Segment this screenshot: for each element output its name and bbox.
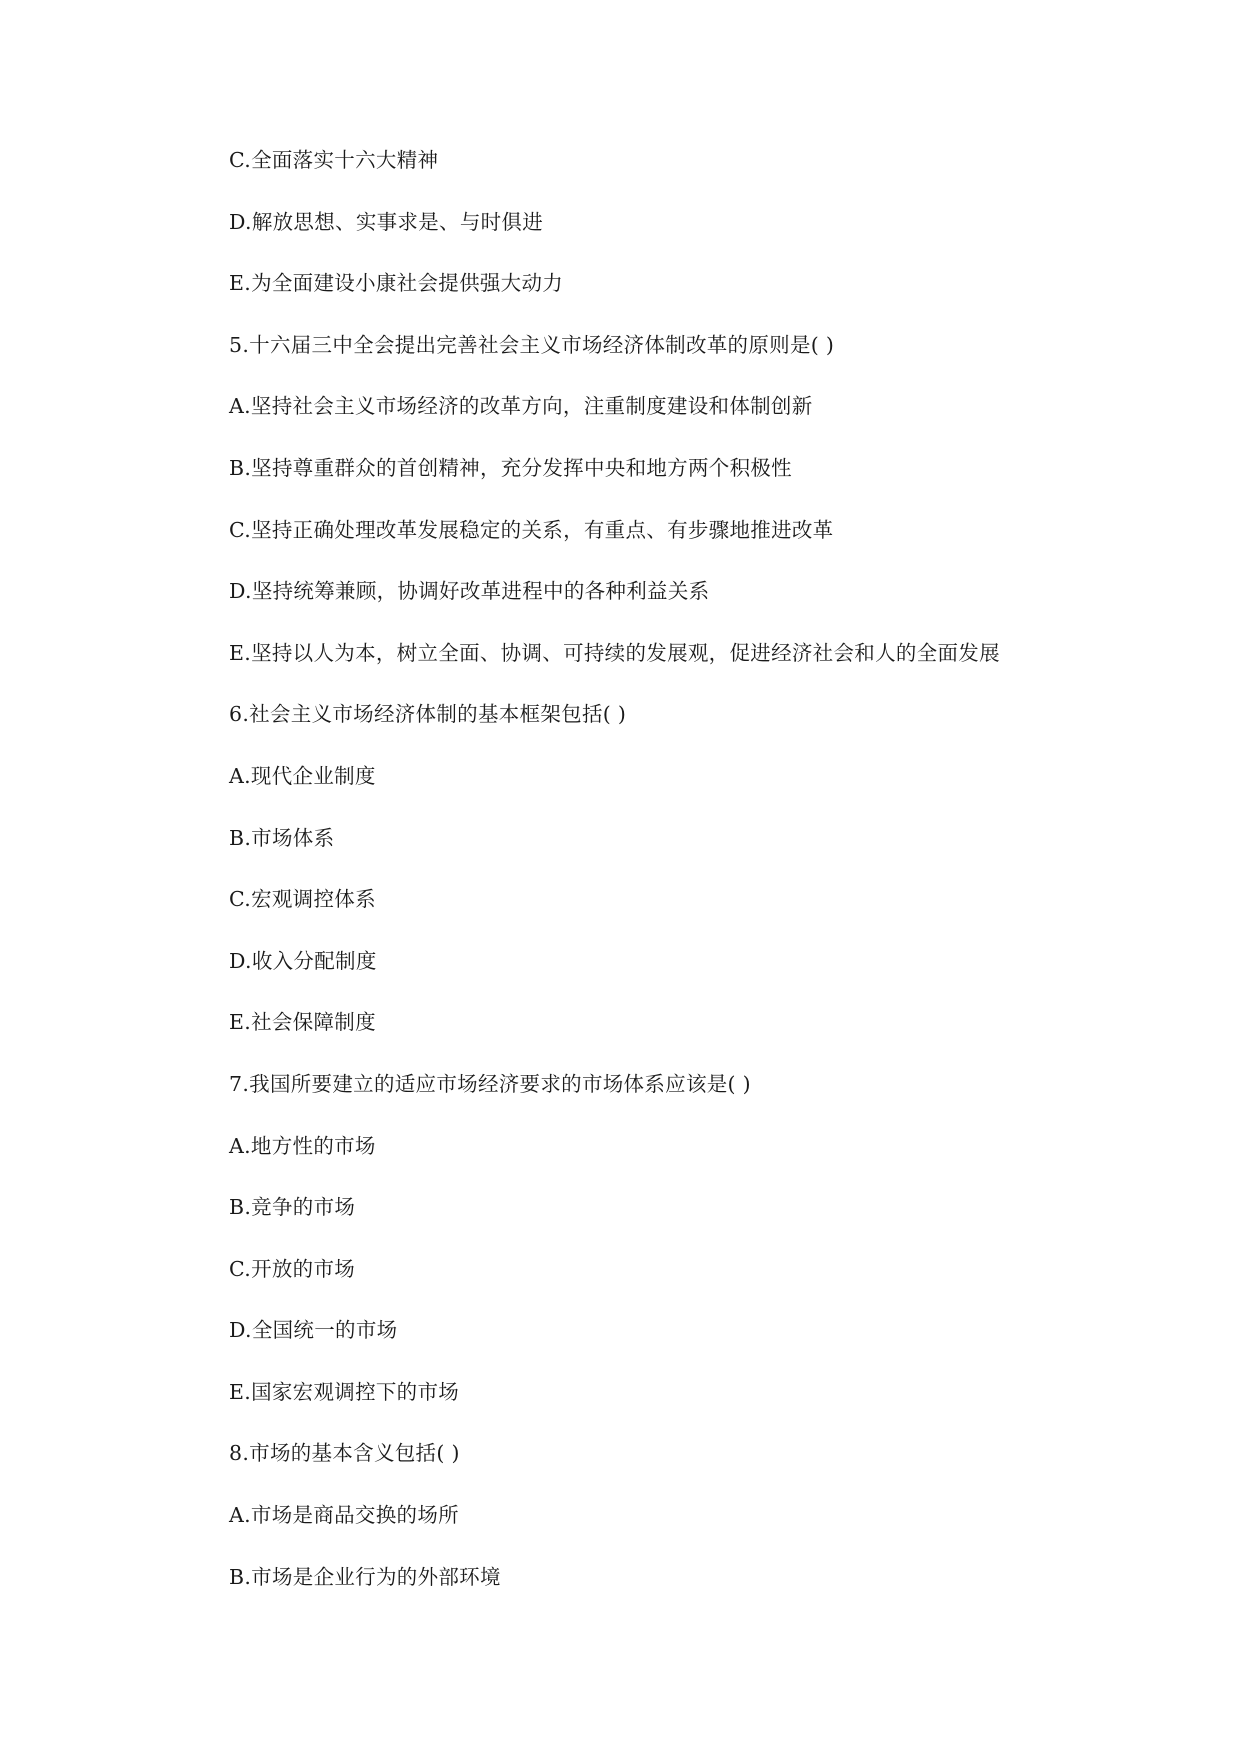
option-a-q7: A.地方性的市场: [229, 1133, 376, 1158]
option-e-q5: E.坚持以人为本，树立全面、协调、可持续的发展观，促进经济社会和人的全面发展: [229, 640, 1000, 665]
question-8: 8.市场的基本含义包括( ): [229, 1441, 460, 1466]
option-d-q5: D.坚持统筹兼顾，协调好改革进程中的各种利益关系: [229, 579, 710, 604]
option-d-q7: D.全国统一的市场: [229, 1318, 398, 1343]
question-5: 5.十六届三中全会提出完善社会主义市场经济体制改革的原则是( ): [229, 332, 835, 357]
option-a-q6: A.现代企业制度: [229, 763, 376, 788]
question-6: 6.社会主义市场经济体制的基本框架包括( ): [229, 702, 627, 727]
option-b-q5: B.坚持尊重群众的首创精神，充分发挥中央和地方两个积极性: [229, 455, 792, 480]
option-a-q5: A.坚持社会主义市场经济的改革方向，注重制度建设和体制创新: [229, 394, 813, 419]
option-c-q5: C.坚持正确处理改革发展稳定的关系，有重点、有步骤地推进改革: [229, 517, 834, 542]
option-b-q6: B.市场体系: [229, 825, 335, 850]
option-a-q8: A.市场是商品交换的场所: [229, 1503, 459, 1528]
option-e-q6: E.社会保障制度: [229, 1010, 376, 1035]
option-c-q6: C.宏观调控体系: [229, 887, 376, 912]
option-e-q4: E.为全面建设小康社会提供强大动力: [229, 271, 564, 296]
option-b-q8: B.市场是企业行为的外部环境: [229, 1564, 501, 1589]
option-d-q4: D.解放思想、实事求是、与时俱进: [229, 209, 544, 234]
option-e-q7: E.国家宏观调控下的市场: [229, 1379, 460, 1404]
option-d-q6: D.收入分配制度: [229, 948, 377, 973]
option-c-q4: C.全面落实十六大精神: [229, 148, 439, 172]
question-list: [229, 148, 1000, 1626]
question-7: 7.我国所要建立的适应市场经济要求的市场体系应该是( ): [229, 1071, 751, 1096]
option-b-q7: B.竞争的市场: [229, 1195, 356, 1220]
option-c-q7: C.开放的市场: [229, 1256, 356, 1281]
